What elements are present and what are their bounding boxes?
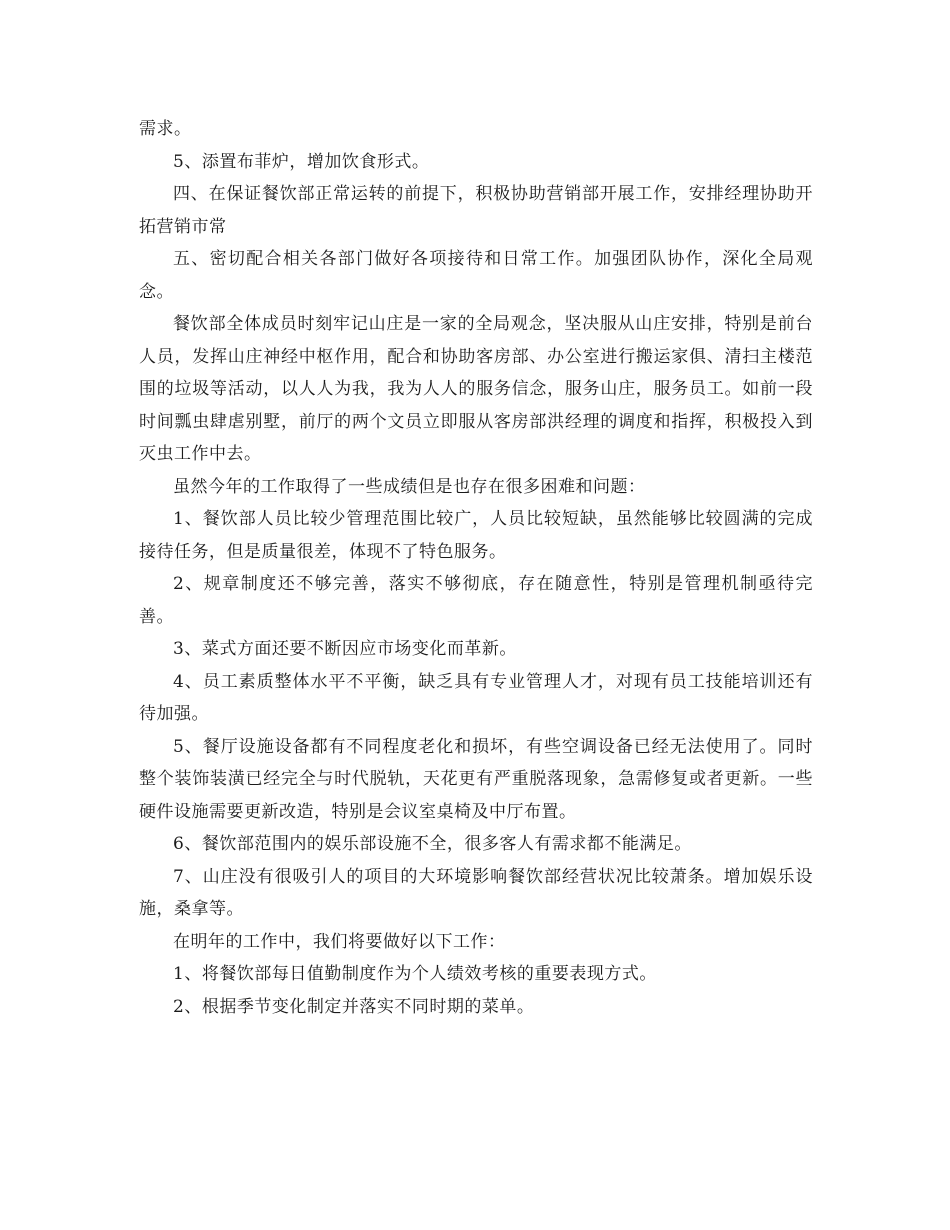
paragraph: 五、密切配合相关各部门做好各项接待和日常工作。加强团队协作，深化全局观念。 bbox=[139, 249, 813, 302]
paragraph: 2、规章制度还不够完善，落实不够彻底，存在随意性，特别是管理机制亟待完善。 bbox=[139, 574, 813, 627]
paragraph: 1、餐饮部人员比较少管理范围比较广，人员比较短缺，虽然能够比较圆满的完成接待任务，但是质量很差，体现不了特色服务。 bbox=[139, 509, 813, 562]
paragraph: 4、员工素质整体水平不平衡，缺乏具有专业管理人才，对现有员工技能培训还有待加强。 bbox=[139, 671, 813, 724]
paragraph: 5、餐厅设施设备都有不同程度老化和损坏，有些空调设备已经无法使用了。同时整个装饰装潢已经完全与时代脱轨，天花更有严重脱落现象，急需修复或者更新。一些硬件设施需要更新改造，特别是会议室桌椅及中厅布置。 bbox=[139, 736, 813, 822]
paragraph: 2、根据季节变化制定并落实不同时期的菜单。 bbox=[173, 996, 535, 1017]
paragraph: 7、山庄没有很吸引人的项目的大环境影响餐饮部经营状况比较萧条。增加娱乐设施，桑拿等。 bbox=[139, 866, 813, 919]
document-body bbox=[139, 113, 813, 1023]
paragraph: 6、餐饮部范围内的娱乐部设施不全，很多客人有需求都不能满足。 bbox=[173, 834, 692, 854]
paragraph: 3、菜式方面还要不断因应市场变化而革新。 bbox=[173, 639, 517, 659]
paragraph: 1、将餐饮部每日值勤制度作为个人绩效考核的重要表现方式。 bbox=[173, 964, 657, 984]
paragraph: 虽然今年的工作取得了一些成绩但是也存在很多困难和问题： bbox=[173, 476, 646, 497]
paragraph: 在明年的工作中，我们将要做好以下工作： bbox=[173, 931, 506, 952]
paragraph: 需求。 bbox=[139, 119, 192, 139]
paragraph: 四、在保证餐饮部正常运转的前提下，积极协助营销部开展工作，安排经理协助开拓营销市常 bbox=[139, 184, 813, 237]
paragraph: 5、添置布菲炉，增加饮食形式。 bbox=[173, 151, 430, 172]
paragraph: 餐饮部全体成员时刻牢记山庄是一家的全局观念，坚决服从山庄安排，特别是前台人员，发挥山庄神经中枢作用，配合和协助客房部、办公室进行搬运家俱、清扫主楼范围的垃圾等活动，以人人为我，我为人人的服务信念，服务山庄，服务员工。如前一段时间瓢虫肆虐别墅，前厅的两个文员立即服从客房部洪经理的调度和指挥，积极投入到灭虫工作中去。 bbox=[139, 314, 813, 464]
